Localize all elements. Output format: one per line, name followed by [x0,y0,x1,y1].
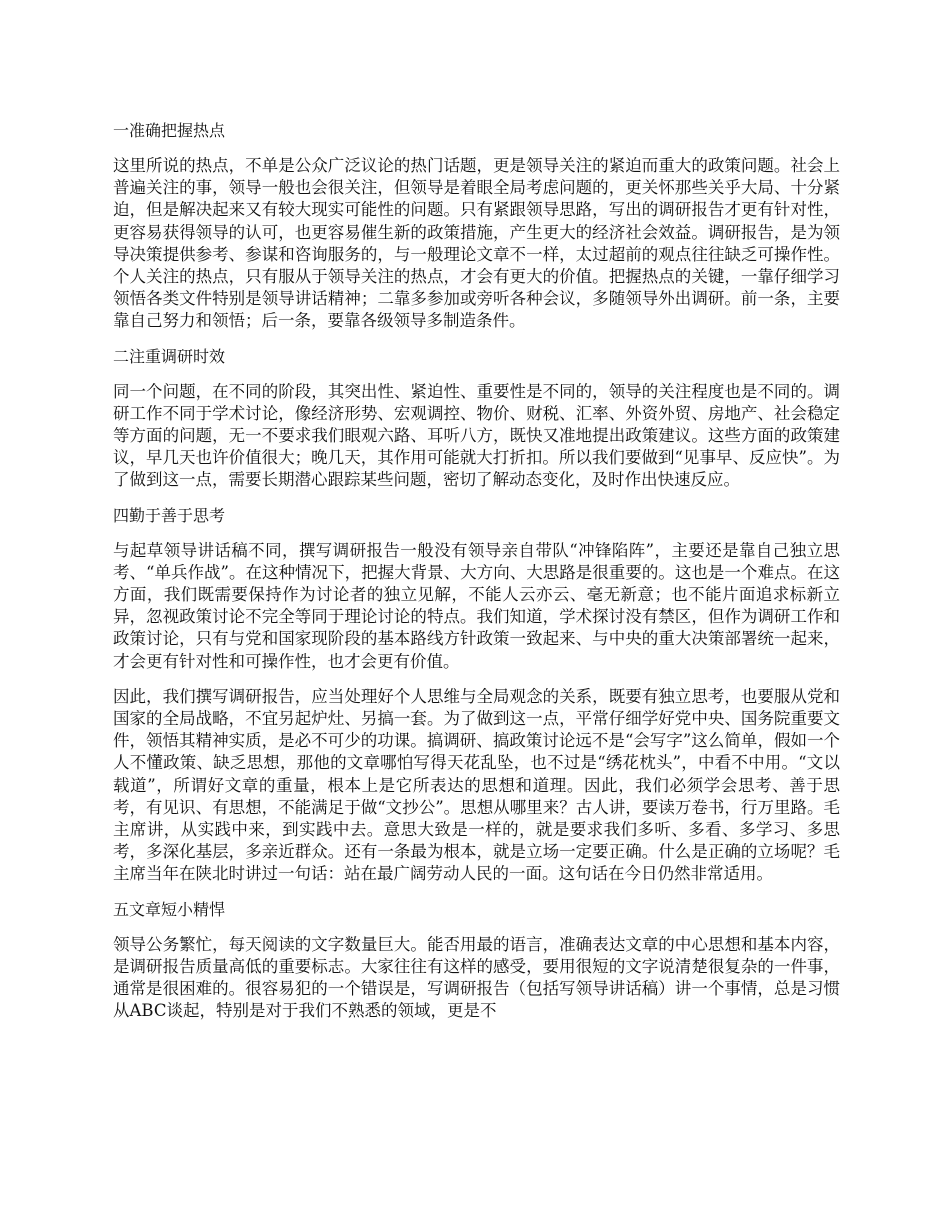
section-paragraph: 同一个问题，在不同的阶段，其突出性、紧迫性、重要性是不同的，领导的关注程度也是不同的。调研工作不同于学术讨论，像经济形势、宏观调控、物价、财税、汇率、外资外贸、房地产、社会稳定等方面的问题，无一不要求我们眼观六路、耳听八方，既快又准地提出政策建议。这些方面的政策建议，早几天也许价值很大；晚几天，其作用可能就大打折扣。所以我们要做到“见事早、反应快”。为了做到这一点，需要长期潜心跟踪某些问题，密切了解动态变化，及时作出快速反应。 [113,381,840,490]
section-heading: 二注重调研时效 [113,346,226,366]
section-paragraph: 这里所说的热点，不单是公众广泛议论的热门话题，更是领导关注的紧迫而重大的政策问题。社会上普遍关注的事，领导一般也会很关注，但领导是着眼全局考虑问题的，更关怀那些关乎大局、十分紧迫，但是解决起来又有较大现实可能性的问题。只有紧跟领导思路，写出的调研报告才更有针对性，更容易获得领导的认可，也更容易催生新的政策措施，产生更大的经济社会效益。调研报告，是为领导决策提供参考、参谋和咨询服务的，与一般理论文章不一样，太过超前的观点往往缺乏可操作性。个人关注的热点，只有服从于领导关注的热点，才会有更大的价值。把握热点的关键，一靠仔细学习领悟各类文件特别是领导讲话精神；二靠多参加或旁听各种会议，多随领导外出调研。前一条，主要靠自己努力和领悟；后一条，要靠各级领导多制造条件。 [113,156,840,331]
section-heading: 四勤于善于思考 [113,505,226,525]
section-heading: 一准确把握热点 [113,121,226,140]
section-paragraph: 因此，我们撰写调研报告，应当处理好个人思维与全局观念的关系，既要有独立思考，也要服从党和国家的全局战略，不宜另起炉灶、另搞一套。为了做到这一点，平常仔细学好党中央、国务院重要文件，领悟其精神实质，是必不可少的功课。搞调研、搞政策讨论远不是“会写字”这么简单，假如一个人不懂政策、缺乏思想，那他的文章哪怕写得天花乱坠，也不过是“绣花枕头”，中看不中用。“文以载道”，所谓好文章的重量，根本上是它所表达的思想和道理。因此，我们必须学会思考、善于思考，有见识、有思想，不能满足于做“文抄公”。思想从哪里来？古人讲，要读万卷书，行万里路。毛主席讲，从实践中来，到实践中去。意思大致是一样的，就是要求我们多听、多看、多学习、多思考，多深化基层，多亲近群众。还有一条最为根本，就是立场一定要正确。什么是正确的立场呢？毛主席当年在陕北时讲过一句话：站在最广阔劳动人民的一面。这句话在今日仍然非常适用。 [113,686,840,884]
section-paragraph: 与起草领导讲话稿不同，撰写调研报告一般没有领导亲自带队“冲锋陷阵”，主要还是靠自己独立思考、“单兵作战”。在这种情况下，把握大背景、大方向、大思路是很重要的。这也是一个难点。在这方面，我们既需要保持作为讨论者的独立见解，不能人云亦云、毫无新意；也不能片面追求标新立异，忽视政策讨论不完全等同于理论讨论的特点。我们知道，学术探讨没有禁区，但作为调研工作和政策讨论，只有与党和国家现阶段的基本路线方针政策一致起来、与中央的重大决策部署统一起来，才会更有针对性和可操作性，也才会更有价值。 [113,540,840,671]
section-paragraph: 领导公务繁忙，每天阅读的文字数量巨大。能否用最的语言，准确表达文章的中心思想和基本内容，是调研报告质量高低的重要标志。大家往往有这样的感受，要用很短的文字说清楚很复杂的一件事，通常是很困难的。很容易犯的一个错误是，写调研报告（包括写领导讲话稿）讲一个事情，总是习惯从ABC谈起，特别是对于我们不熟悉的领域，更是不 [113,934,840,1021]
document-body [113,120,840,1036]
section-heading: 五文章短小精悍 [113,899,226,919]
